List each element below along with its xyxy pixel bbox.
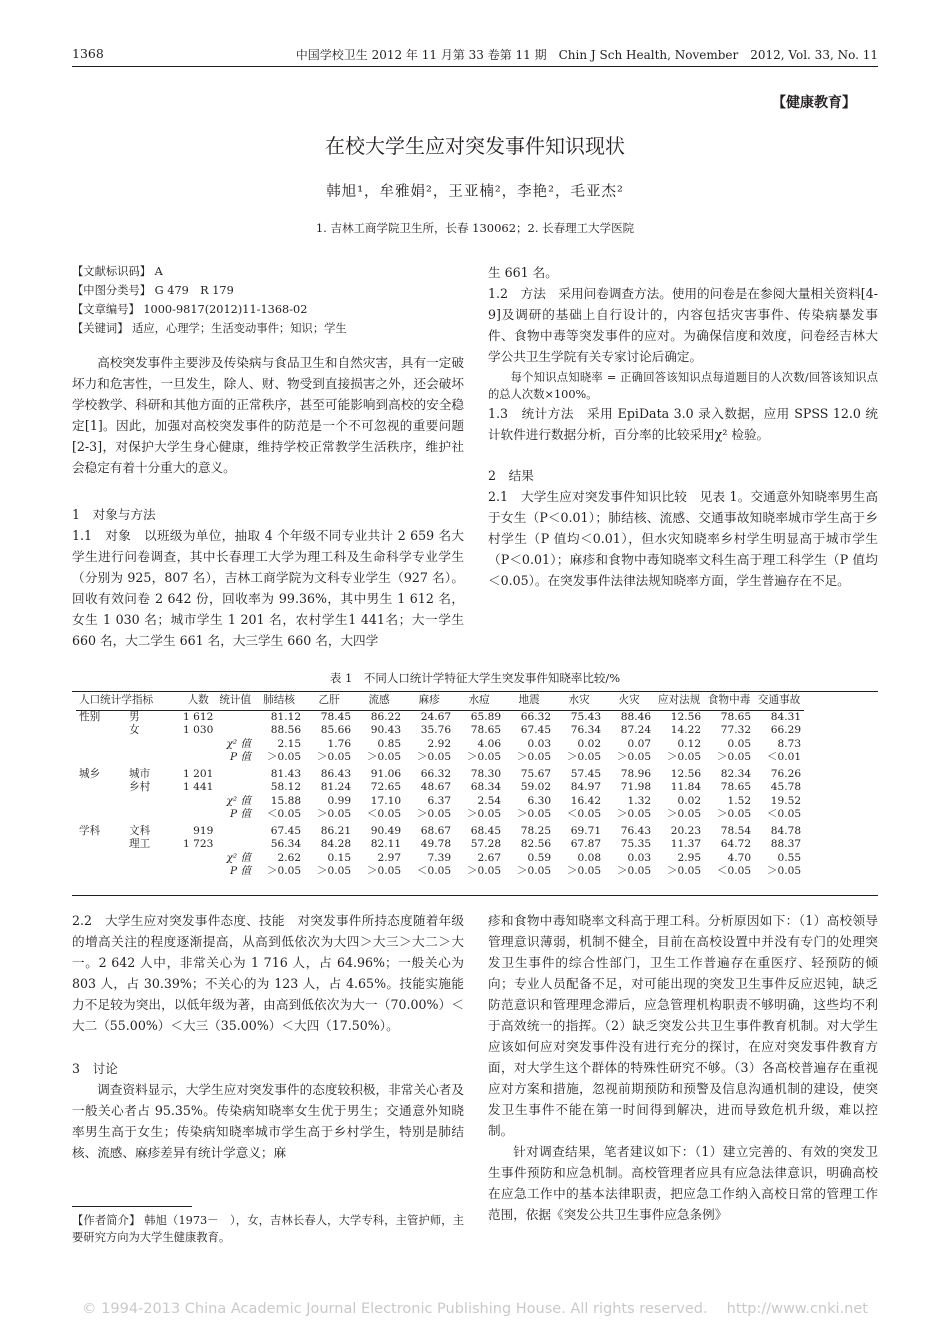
table-header-cell: 流感	[354, 693, 404, 710]
table-cell	[216, 724, 254, 738]
table-row	[76, 751, 804, 765]
table-cell: 35.76	[420, 724, 452, 736]
table-cell: ＜0.05	[766, 808, 802, 820]
table-cell: 0.55	[777, 851, 802, 864]
table-cell: ＞0.05	[616, 808, 652, 820]
table-cell: 91.06	[370, 767, 402, 780]
copyright-footer: © 1994-2013 China Academic Journal Electronic Publishing House. All rights reserved. http://www.cnki.net	[82, 1301, 868, 1317]
table-cell: 84.28	[320, 838, 352, 850]
table-cell: χ² 值	[226, 794, 252, 807]
table-cell: 2.67	[477, 851, 502, 864]
right-column-top	[488, 262, 878, 591]
table-cell: 75.67	[520, 767, 552, 780]
table-cell: 68.45	[470, 824, 502, 837]
table-row	[76, 865, 804, 879]
table-cell: 乡村	[129, 781, 151, 793]
table-cell: 88.37	[770, 838, 802, 850]
table-cell: 性别	[79, 710, 101, 723]
article-number: 【文章编号】 1000-9817(2012)11-1368-02	[72, 303, 308, 316]
table-cell: 69.71	[570, 824, 602, 837]
table-cell: ＞0.05	[466, 865, 502, 877]
table-cell: ＜0.05	[716, 865, 752, 877]
table-cell: 0.05	[727, 737, 752, 750]
table-cell	[76, 865, 126, 879]
section-label: 【健康教育】	[772, 95, 856, 111]
table-row	[76, 852, 804, 866]
table-cell: 1 030	[183, 724, 214, 736]
table-cell: 49.78	[420, 838, 452, 850]
table-cell: 8.73	[777, 737, 802, 750]
table-cell: 11.84	[670, 781, 702, 793]
discussion-paragraph: 调查资料显示，大学生应对突发事件的态度较积极，非常关心者及一般关心者占 95.35%。传染病知晓率女生优于男生；交通意外知晓率男生高于女生；传染病知晓率城市学生高于乡村学生，特别是肺结核、流感、麻疹差异有统计学意义；麻	[72, 1082, 464, 1160]
results-table	[76, 693, 804, 879]
table-header-cell: 水灾	[554, 693, 604, 710]
table-cell: 77.32	[720, 724, 752, 736]
table-cell	[180, 795, 216, 809]
table-row	[76, 710, 804, 724]
table-cell: ＞0.05	[366, 751, 402, 763]
table-cell: ＞0.05	[416, 808, 452, 820]
table-cell: 4.70	[727, 851, 752, 864]
table-cell: 78.96	[620, 767, 652, 780]
table-cell: 女	[129, 724, 140, 736]
table-cell: 86.22	[370, 710, 402, 723]
table-cell: ＞0.05	[466, 751, 502, 763]
recommendation-paragraph: 针对调查结果，笔者建议如下：（1）建立完善的、有效的突发卫生事件预防和应急机制。高校管理者应具有应急法律意识，明确高校在应急工作中的基本法律职责，把应急工作纳入高校日常的管理工作范围，依据《突发公共卫生事件应急条例》	[488, 1144, 878, 1222]
section-2-heading: 2 结果	[488, 468, 534, 483]
table-cell: 59.02	[520, 781, 552, 793]
table-cell: ＞0.05	[666, 865, 702, 877]
table-cell: 1.32	[627, 794, 652, 807]
left-column-bottom	[72, 910, 464, 1163]
table-row	[76, 808, 804, 822]
table-header-cell: 水痘	[454, 693, 504, 710]
table-cell: 17.10	[370, 794, 402, 807]
table-cell: 城市	[129, 767, 151, 780]
section-3-heading: 3 讨论	[72, 1061, 118, 1076]
table-cell: 86.21	[320, 824, 352, 837]
table-cell: 0.12	[677, 737, 702, 750]
table-cell: 0.59	[527, 851, 552, 864]
header-rule	[72, 66, 878, 67]
table-cell: 2.95	[677, 851, 702, 864]
table-cell: 78.65	[720, 781, 752, 793]
table-cell: 76.43	[620, 824, 652, 837]
table-cell: 78.65	[470, 724, 502, 736]
table-cell: ＞0.05	[616, 751, 652, 763]
table-header-cell: 应对法规	[654, 693, 704, 710]
table-cell: 45.78	[770, 781, 802, 793]
table-cell: ＞0.05	[316, 808, 352, 820]
right-column-bottom	[488, 910, 878, 1225]
table-cell	[76, 738, 126, 752]
table-cell	[126, 852, 180, 866]
table-cell: 12.56	[670, 767, 702, 780]
section-2-1: 2.1 大学生应对突发事件知识比较 见表 1。交通意外知晓率男生高于女生（P＜0.01）；肺结核、流感、交通事故知晓率城市学生高于乡村学生（P 值均＜0.01），但水灾知晓率乡村学生明显高于城市学生（P＜0.01）；麻疹和食物中毒知晓率文科生高于理工科学生（P 值均＜0.05）。在突发事件法律法规知晓率方面，学生普遍存在不足。	[488, 489, 878, 588]
table-cell: 6.30	[527, 794, 552, 807]
table-cell: ＞0.05	[666, 808, 702, 820]
table-cell: 82.11	[370, 838, 402, 850]
table-cell	[126, 751, 180, 765]
table-cell: ＞0.05	[516, 808, 552, 820]
table-cell: 2.97	[377, 851, 402, 864]
table-cell: 0.07	[627, 737, 652, 750]
article-meta	[72, 262, 464, 338]
table-cell: 2.54	[477, 794, 502, 807]
table-cell	[126, 808, 180, 822]
table-header-cell: 肺结核	[254, 693, 304, 710]
table-cell: 理工	[129, 838, 151, 850]
table-header-cell: 人数	[180, 693, 216, 710]
table-cell: ＜0.05	[566, 808, 602, 820]
table-row	[76, 765, 804, 782]
table-cell: 75.35	[620, 838, 652, 850]
table-cell: 0.03	[527, 737, 552, 750]
table-header-cell: 食物中毒	[704, 693, 754, 710]
discussion-continuation: 疹和食物中毒知晓率文科高于理工科。分析原因如下：（1）高校领导管理意识薄弱，机制不健全，目前在高校设置中并没有专门的处理突发卫生事件的综合性部门，卫生工作普遍存在重医疗、轻预防的倾向；专业人员配备不足，对可能出现的突发卫生事件反应迟钝，缺乏防范意识和管理理念滞后，应急管理机构职责不够明确，这些均不利于高效统一的指挥。（2）缺乏突发公共卫生事件教育机制。对大学生应该如何应对突发事件没有进行充分的探讨，在应对突发事件教育方面，对大学生这个群体的特殊性研究不够。（3）各高校普遍存在重视应对方案和措施，忽视前期预防和预警及信息沟通机制的建设，使突发卫生事件不能在第一时间得到解决，进而导致危机升级，难以控制。	[488, 913, 878, 1138]
table-cell: 78.54	[720, 824, 752, 837]
table-row	[76, 781, 804, 795]
table-cell	[180, 852, 216, 866]
table-cell: ＜0.05	[366, 808, 402, 820]
table-cell	[180, 751, 216, 765]
table-cell: 0.85	[377, 737, 402, 750]
table-cell	[76, 852, 126, 866]
table-cell	[216, 838, 254, 852]
table-header-cell: 交通事故	[754, 693, 804, 710]
table-cell: 2.62	[277, 851, 302, 864]
section-1-3: 1.3 统计方法 采用 EpiData 3.0 录入数据，应用 SPSS 12.0 统计软件进行数据分析，百分率的比较采用χ² 检验。	[488, 406, 878, 442]
table-cell: 14.22	[670, 724, 702, 736]
table-header-cell: 统计值	[216, 693, 254, 710]
table-cell: P 值	[230, 808, 252, 820]
table-cell: 82.34	[720, 767, 752, 780]
left-column-top	[72, 352, 464, 651]
table-cell: 90.49	[370, 824, 402, 837]
article-title: 在校大学生应对突发事件知识现状	[325, 134, 625, 158]
table-cell	[76, 781, 126, 795]
rate-formula: 每个知识点知晓率 = 正确回答该知识点每道题目的人次数/回答该知识点的总人次数×100%。	[488, 371, 878, 401]
table-cell	[76, 751, 126, 765]
table-bottom-rule	[72, 895, 878, 896]
table-cell: 1 612	[183, 710, 214, 723]
table-caption: 表 1 不同人口统计学特征大学生突发事件知晓率比较/%	[329, 671, 621, 685]
table-cell: ＜0.05	[266, 808, 302, 820]
table-cell	[180, 808, 216, 822]
methods-continuation: 生 661 名。	[488, 265, 558, 280]
table-row	[76, 738, 804, 752]
doc-code: 【文献标识码】 A	[72, 265, 163, 278]
table-cell: ＞0.05	[366, 865, 402, 877]
table-cell: 2.15	[277, 737, 302, 750]
table-cell: ＞0.05	[516, 751, 552, 763]
table-cell	[216, 765, 254, 782]
table-cell: 90.43	[370, 724, 402, 736]
table-cell: 城乡	[79, 767, 101, 780]
table-cell: 0.15	[327, 851, 352, 864]
table-cell: χ² 值	[226, 851, 252, 864]
table-cell: P 值	[230, 865, 252, 877]
table-cell: 0.02	[577, 737, 602, 750]
table-cell: 12.56	[670, 710, 702, 723]
table-cell: 0.02	[677, 794, 702, 807]
table-cell: 78.45	[320, 710, 352, 723]
table-cell	[126, 795, 180, 809]
table-cell: 48.67	[420, 781, 452, 793]
table-header-cell: 乙肝	[304, 693, 354, 710]
section-1-2: 1.2 方法 采用问卷调查方法。使用的问卷是在参阅大量相关资料[4-9]及调研的基础上自行设计的，内容包括灾害事件、传染病暴发事件、食物中毒等突发事件的应对。为确保信度和效度，问卷经吉林大学公共卫生学院有关专家讨论后确定。	[488, 286, 878, 364]
affiliations: 1. 吉林工商学院卫生所，长春 130062；2. 长春理工大学医院	[315, 221, 635, 235]
table-cell: ＞0.05	[616, 865, 652, 877]
table-cell: 男	[129, 710, 140, 723]
table-cell: ＞0.05	[766, 865, 802, 877]
table-cell: ＞0.05	[316, 751, 352, 763]
table-cell: 78.30	[470, 767, 502, 780]
table-cell: 87.24	[620, 724, 652, 736]
table-row	[76, 724, 804, 738]
table-cell: 4.06	[477, 737, 502, 750]
author-list: 韩旭¹，牟雅娟²，王亚楠²，李艳²，毛亚杰²	[326, 184, 624, 200]
table-cell: ＞0.05	[266, 751, 302, 763]
table-cell	[216, 710, 254, 724]
table-cell: 88.46	[620, 710, 652, 723]
table-cell: ＜0.05	[416, 865, 452, 877]
table-row	[76, 838, 804, 852]
table-cell: 78.65	[720, 710, 752, 723]
table-cell: 1 201	[183, 767, 214, 780]
table-cell: ＞0.05	[716, 808, 752, 820]
section-1-1: 1.1 对象 以班级为单位，抽取 4 个年级不同专业共计 2 659 名大学生进行问卷调查，其中长春理工大学为理工科及生命科学专业学生（分别为 925，807 名），吉林工商学院为文科专业学生（927 名）。回收有效问卷 2 642 份，回收率为 99.36%，其中男生 1 612 名，女生 1 030 名；城市学生 1 201 名，农村学生1 441名；大一学生 660 名，大二学生 661 名，大三学生 660 名，大四学	[72, 528, 464, 648]
table-cell: 72.65	[370, 781, 402, 793]
table-cell: χ² 值	[226, 737, 252, 750]
table-cell: 56.34	[270, 838, 302, 850]
table-cell: 81.43	[270, 767, 302, 780]
table-cell: 68.67	[420, 824, 452, 837]
table-cell: ＞0.05	[416, 751, 452, 763]
footnote-rule	[72, 1206, 192, 1207]
table-cell: 0.03	[627, 851, 652, 864]
table-cell: 67.45	[520, 724, 552, 736]
table-cell	[76, 795, 126, 809]
section-1-heading: 1 对象与方法	[72, 507, 156, 522]
table-cell: 71.98	[620, 781, 652, 793]
table-top-rule	[72, 691, 878, 692]
table-cell: 11.37	[670, 838, 702, 850]
table-cell: P 值	[230, 751, 252, 763]
table-cell: 7.39	[427, 851, 452, 864]
table-cell: ＞0.05	[516, 865, 552, 877]
author-note: 【作者简介】 韩旭（1973－ ），女，吉林长春人，大学专科，主管护师，主要研究方向为大学生健康教育。	[72, 1214, 464, 1244]
table-cell: 68.34	[470, 781, 502, 793]
table-cell: 84.31	[770, 710, 802, 723]
table-cell: 82.56	[520, 838, 552, 850]
table-cell: 75.43	[570, 710, 602, 723]
table-cell: 2.92	[427, 737, 452, 750]
table-cell: 84.97	[570, 781, 602, 793]
table-cell: 81.12	[270, 710, 302, 723]
table-cell: 66.32	[520, 710, 552, 723]
table-cell: ＞0.05	[566, 751, 602, 763]
table-cell: 19.52	[770, 794, 802, 807]
table-cell: 1 441	[183, 781, 214, 793]
table-cell: 15.88	[270, 794, 302, 807]
table-cell: 84.78	[770, 824, 802, 837]
table-cell	[216, 781, 254, 795]
table-cell	[76, 838, 126, 852]
table-cell: 58.12	[270, 781, 302, 793]
table-cell: 16.42	[570, 794, 602, 807]
table-cell: ＞0.05	[316, 865, 352, 877]
table-cell: 1.52	[727, 794, 752, 807]
table-cell	[126, 865, 180, 879]
journal-info: 中国学校卫生 2012 年 11 月第 33 卷第 11 期 Chin J Sch Health, November 2012, Vol. 33, No. 11	[295, 48, 878, 62]
table-cell: 919	[193, 824, 214, 837]
table-header-row	[76, 693, 804, 710]
table-cell: 85.66	[320, 724, 352, 736]
table-cell: 76.34	[570, 724, 602, 736]
table-cell: ＞0.05	[566, 865, 602, 877]
intro-paragraph: 高校突发事件主要涉及传染病与食品卫生和自然灾害，具有一定破坏力和危害性，一旦发生，除人、财、物受到直接损害之外，还会破坏学校教学、科研和其他方面的正常秩序，甚至可能影响到高校的安全稳定[1]。因此，加强对高校突发事件的防范是一个不可忽视的重要问题[2-3]，对保护大学生身心健康，维持学校正常教学生活秩序，维护社会稳定有着十分重大的意义。	[72, 355, 464, 475]
table-cell: 20.23	[670, 824, 702, 837]
table-header-cell: 地震	[504, 693, 554, 710]
keywords: 【关键词】 适应，心理学；生活变动事件；知识；学生	[72, 322, 347, 335]
table-cell: 67.87	[570, 838, 602, 850]
clc-number: 【中图分类号】 G 479 R 179	[72, 284, 234, 297]
table-cell: 学科	[79, 824, 101, 837]
table-cell: 57.28	[470, 838, 502, 850]
table-container	[76, 693, 876, 879]
table-cell	[216, 822, 254, 839]
table-cell: 76.26	[770, 767, 802, 780]
table-row	[76, 795, 804, 809]
section-2-2: 2.2 大学生应对突发事件态度、技能 对突发事件所持态度随着年级的增高关注的程度逐渐提高，从高到低依次为大四＞大三＞大二＞大一。2 642 人中，非常关心为 1 716 人，占 64.96%；一般关心为 803 人，占 30.39%；不关心的为 123 人，占 4.65%。技能实施能力不足较为突出，以低年级为著，由高到低依次为大一（70.00%）＜大二（55.00%）＜大三（35.00%）＜大四（17.50%）。	[72, 913, 464, 1033]
table-cell: 0.99	[327, 794, 352, 807]
table-cell: ＞0.05	[666, 751, 702, 763]
table-cell: 88.56	[270, 724, 302, 736]
table-cell: 78.25	[520, 824, 552, 837]
table-cell: 24.67	[420, 710, 452, 723]
table-cell: 65.89	[470, 710, 502, 723]
table-header-cell: 麻疹	[404, 693, 454, 710]
page-number: 1368	[72, 46, 104, 61]
table-cell: 1 723	[183, 838, 214, 850]
table-cell: 文科	[129, 824, 151, 837]
table-cell	[126, 738, 180, 752]
table-cell: ＞0.05	[266, 865, 302, 877]
table-cell: 66.29	[770, 724, 802, 736]
table-cell: 0.08	[577, 851, 602, 864]
table-header-cell: 火灾	[604, 693, 654, 710]
table-header-cell: 人口统计学指标	[76, 693, 180, 710]
table-cell: 66.32	[420, 767, 452, 780]
table-cell: 1.76	[327, 737, 352, 750]
table-cell	[76, 808, 126, 822]
table-cell: 67.45	[270, 824, 302, 837]
table-cell: ＜0.01	[766, 751, 802, 763]
table-cell: 6.37	[427, 794, 452, 807]
table-cell	[180, 738, 216, 752]
table-cell: 86.43	[320, 767, 352, 780]
table-cell: 64.72	[720, 838, 752, 850]
table-cell: ＞0.05	[716, 751, 752, 763]
table-cell: 57.45	[570, 767, 602, 780]
table-row	[76, 822, 804, 839]
table-cell	[180, 865, 216, 879]
table-cell: ＞0.05	[466, 808, 502, 820]
table-cell	[76, 724, 126, 738]
table-cell: 81.24	[320, 781, 352, 793]
